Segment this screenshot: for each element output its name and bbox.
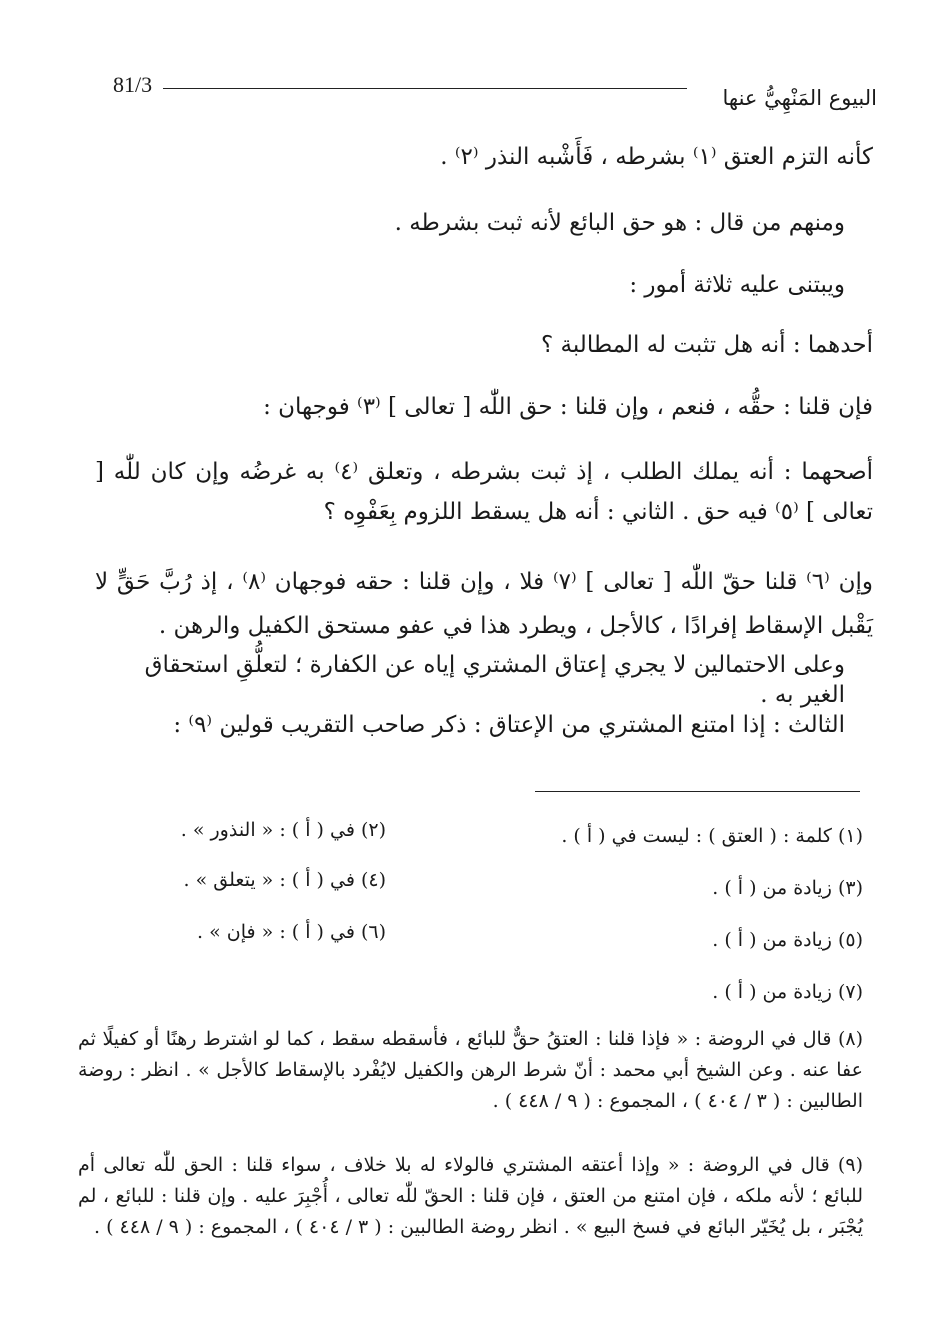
footnote: (٩) قال في الروضة : « وإذا أعتقه المشتري فالولاء له بلا خلاف ، سواء قلنا : الحق للّٰه تعالى أم للبائع ؛ لأنه ملكه ، فإن امتنع من العتق ، فإن قلنا : الحقّ للّٰه تعالى ، أُجْبِرَ عليه . وإن قلنا : للبائع ، لم يُجْبَر ، بل يُخَيّر البائع في فسخ البيع » . انظر روضة الطالبين : ( ٣ / ٤٠٤ ) ، المجموع : ( ٩ / ٤٤٨ ) . <box>78 1154 863 1238</box>
paragraph: وعلى الاحتمالين لا يجري إعتاق المشتري إياه عن الكفارة ؛ لتعلُّقِ استحقاق الغير به . <box>144 652 845 708</box>
paragraph: ويبتنى عليه ثلاثة أمور : <box>629 272 845 298</box>
paragraph: فإن قلنا : حقُّه ، فنعم ، وإن قلنا : حق اللّٰه [ تعالى ] ⁽٣⁾ فوجهان : <box>263 394 873 420</box>
running-header <box>95 66 877 116</box>
footnote: (٤) في ( أ ) : « يتعلق » . <box>183 869 386 891</box>
footnote: (٧) زيادة من ( أ ) . <box>712 981 863 1003</box>
footnote: (٨) قال في الروضة : « فإذا قلنا : العتقُ حقٌّ للبائع ، فأسقطه سقط ، كما لو اشترط رهنًا أو كفيلًا ثم عفا عنه . وعن الشيخ أبي محمد : أنّ شرط الرهن والكفيل لايُفْرد بالإسقاط كالأجل » . انظر : روضة الطالبين : ( ٣ / ٤٠٤ ) ، المجموع : ( ٩ / ٤٤٨ ) . <box>78 1028 863 1112</box>
footnote-separator <box>535 791 860 792</box>
footnote: (٣) زيادة من ( أ ) . <box>712 877 863 899</box>
footnote: (٦) في ( أ ) : « فإن » . <box>197 921 386 943</box>
footnote: (١) كلمة : ( العتق ) : ليست في ( أ ) . <box>561 825 863 847</box>
running-title: البيوع المَنْهِيُّ عنها <box>722 86 877 110</box>
paragraph: أصحهما : أنه يملك الطلب ، إذ ثبت بشرطه ، وتعلق ⁽٤⁾ به غرضُه وإن كان للّٰه [ تعالى ] ⁽٥⁾ فيه حق . الثاني : أنه هل يسقط اللزوم بِعَفْوِه ؟ <box>95 459 873 525</box>
paragraph: كأنه التزم العتق ⁽١⁾ بشرطه ، فَأَشْبه النذر ⁽٢⁾ . <box>440 144 873 170</box>
paragraph: ومنهم من قال : هو حق البائع لأنه ثبت بشرطه . <box>394 210 845 236</box>
page-number: 81/3 <box>113 72 153 97</box>
paragraph: وإن ⁽٦⁾ قلنا حقّ اللّٰه [ تعالى ] ⁽٧⁾ فلا ، وإن قلنا : حقه فوجهان ⁽٨⁾ ، إذ رُبَّ حَقٍّ لا يَقْبل الإسقاط إفرادًا ، كالأجل ، ويطرد هذا في عفو مستحق الكفيل والرهن . <box>95 569 873 639</box>
paragraph: أحدهما : أنه هل تثبت له المطالبة ؟ <box>541 332 873 358</box>
paragraph: الثالث : إذا امتنع المشتري من الإعتاق : ذكر صاحب التقريب قولين ⁽٩⁾ : <box>173 712 845 738</box>
header-rule <box>163 88 687 89</box>
footnote: (٢) في ( أ ) : « النذور » . <box>180 819 386 841</box>
footnote: (٥) زيادة من ( أ ) . <box>712 929 863 951</box>
